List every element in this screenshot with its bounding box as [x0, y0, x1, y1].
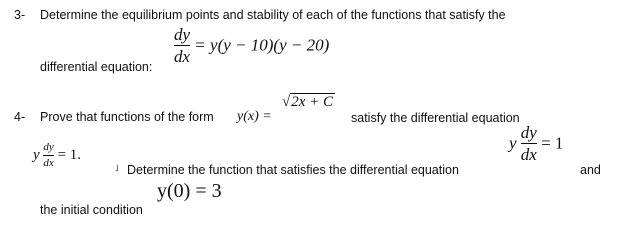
problem-4-text-after: satisfy the differential equation	[351, 111, 520, 125]
problem-4-number: 4-	[14, 110, 26, 124]
equation-right: y $\frac{dy}{dx}$ = 1	[509, 123, 564, 164]
radical-sign: √	[282, 94, 291, 110]
problem-3-equation	[174, 26, 329, 65]
equation-left: y $\frac{dy}{dx}$ = 1.	[33, 141, 82, 169]
sqrt-expression	[282, 94, 335, 111]
function-form: y(x) =	[237, 109, 272, 124]
problem-3-number: 3-	[14, 8, 26, 22]
bullet-mark: ˩	[115, 163, 119, 173]
problem-3-text: Determine the equilibrium points and stability of each of the functions that satisfy the	[40, 8, 506, 22]
problem-4-text-before: Prove that functions of the form	[40, 110, 214, 124]
equation-rhs: = y(y − 10)(y − 20)	[194, 35, 330, 55]
problem-3-tail: differential equation:	[40, 60, 153, 74]
derivative-fraction: $\frac{dy}{dx}$	[174, 25, 191, 66]
initial-condition-equation: y(0) = 3	[157, 180, 222, 202]
radicand: 2x + C	[291, 94, 334, 110]
and-text: and	[580, 163, 601, 177]
initial-condition-label: the initial condition	[40, 203, 143, 217]
determine-text: Determine the function that satisfies the differential equation	[127, 163, 459, 177]
